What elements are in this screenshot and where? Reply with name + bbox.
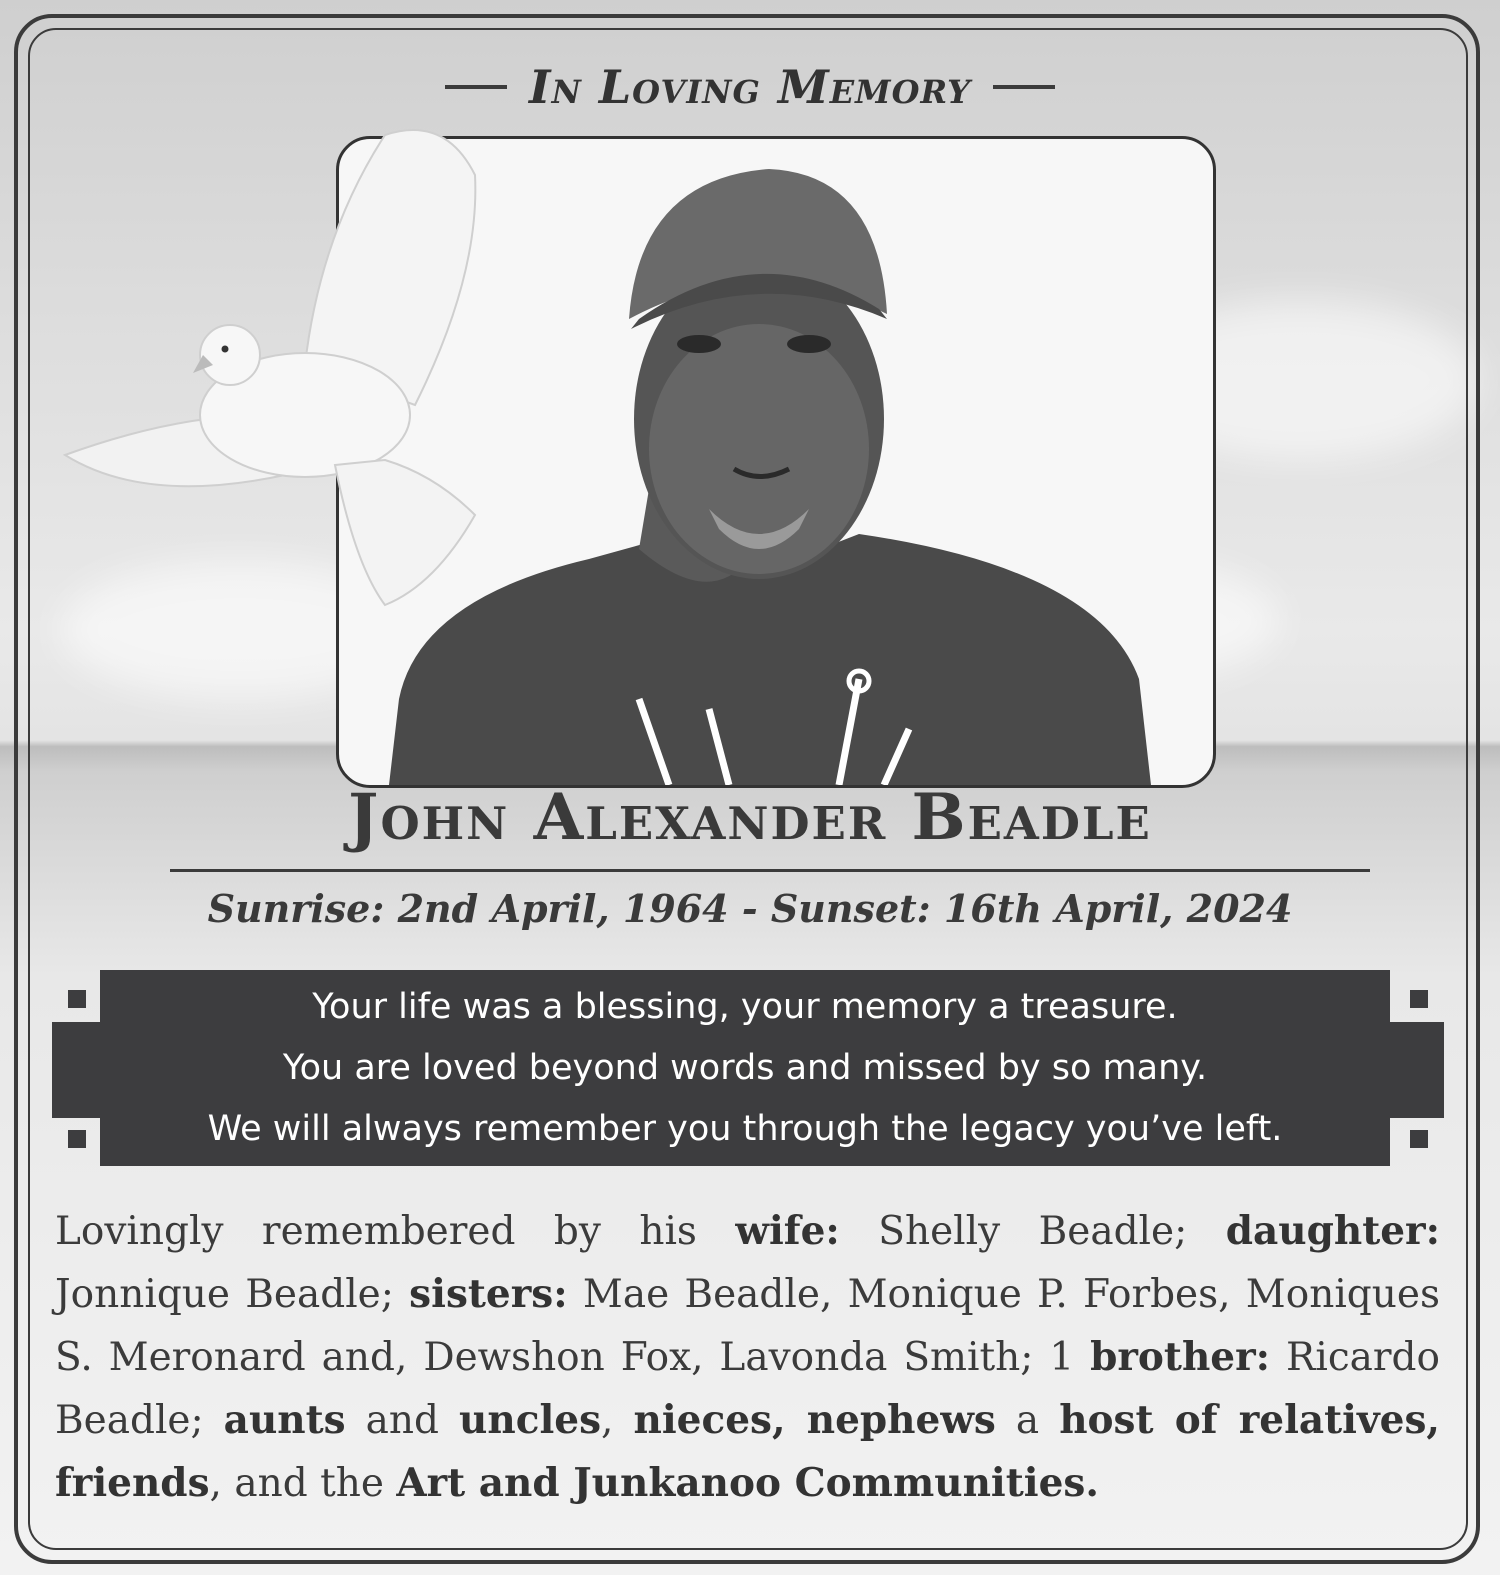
banner-corner	[68, 1130, 86, 1148]
tribute-segment: ,	[601, 1398, 634, 1443]
deceased-name: John Alexander Beadle	[348, 780, 1152, 855]
tribute-segment: Shelly Beadle;	[839, 1209, 1226, 1254]
tribute-segment: Lovingly remembered by his	[55, 1209, 736, 1254]
quote-banner	[100, 970, 1390, 1166]
quote-line-3: We will always remember you through the legacy you’ve left.	[207, 1108, 1283, 1149]
quote-line-2: You are loved beyond words and missed by so many.	[282, 1047, 1208, 1088]
tribute-segment-bold: host of relatives, friends	[55, 1397, 1440, 1506]
memorial-header	[0, 52, 1500, 122]
name-underline	[170, 869, 1370, 872]
quote-line-1: Your life was a blessing, your memory a treasure.	[312, 986, 1178, 1027]
tribute-segment-bold: daughter:	[1225, 1208, 1440, 1254]
tribute-segment-bold: wife:	[735, 1208, 840, 1254]
life-dates: Sunrise: 2nd April, 1964 - Sunset: 16th April, 2024	[207, 886, 1293, 931]
banner-corner	[68, 990, 86, 1008]
tribute-segment: Jonnique Beadle;	[55, 1272, 410, 1317]
header-rule-right	[993, 85, 1055, 89]
banner-corner	[1410, 990, 1428, 1008]
tribute-segment-bold: aunts	[223, 1397, 346, 1443]
tribute-segment-bold: uncles	[459, 1397, 602, 1443]
tribute-segment-bold: sisters:	[409, 1271, 568, 1317]
tribute-segment: , and the	[209, 1461, 397, 1506]
banner-corner	[1410, 1130, 1428, 1148]
tribute-segment-bold: nieces, nephews	[633, 1397, 996, 1443]
header-title: In Loving Memory	[529, 60, 971, 114]
tribute-segment-bold: Art and Junkanoo Communities.	[396, 1460, 1099, 1506]
tribute-paragraph	[55, 1200, 1440, 1515]
tribute-segment: and	[345, 1398, 459, 1443]
tribute-segment: a	[995, 1398, 1060, 1443]
tribute-segment-bold: brother:	[1090, 1334, 1271, 1380]
dove-icon	[55, 115, 505, 615]
tribute-segment: Ricardo Beadle;	[55, 1335, 1440, 1443]
header-rule-left	[445, 85, 507, 89]
tribute-segment: Mae Beadle, Monique P. Forbes, Moniques S. Meronard and, Dewshon Fox, Lavonda Smith; 1	[55, 1272, 1440, 1380]
